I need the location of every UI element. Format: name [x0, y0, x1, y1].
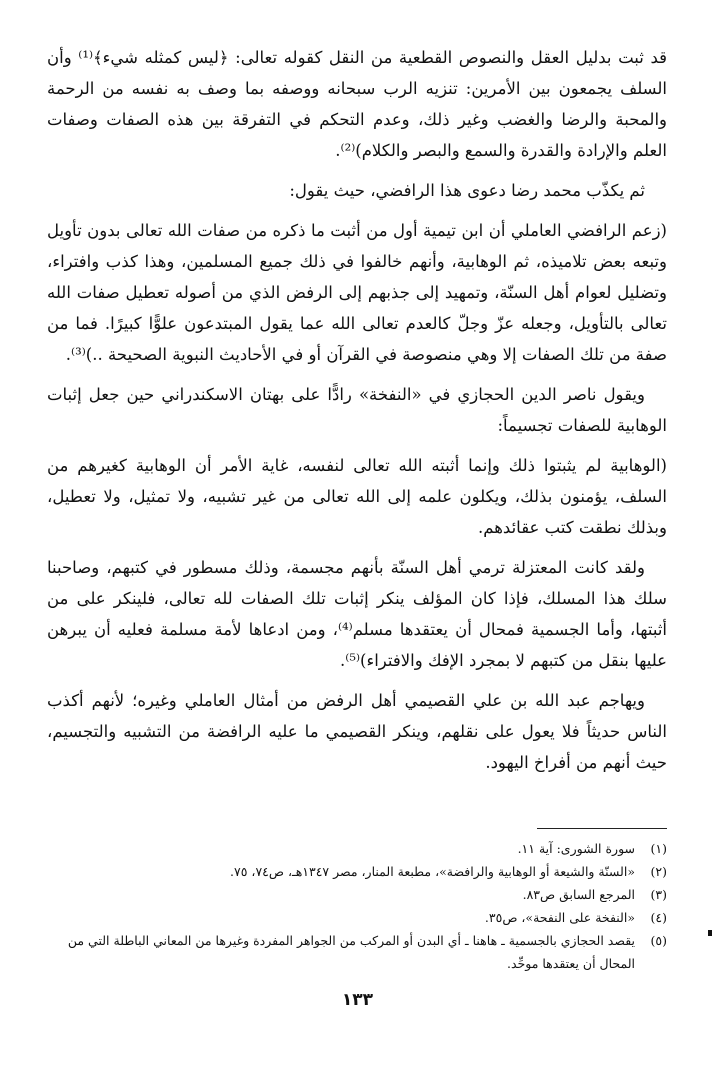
main-text [47, 42, 667, 787]
footnote-5 [47, 929, 667, 975]
page-number: ١٣٣ [341, 990, 374, 1010]
paragraph-1: قد ثبت بدليل العقل والنصوص القطعية من النقل كقوله تعالى: ﴿ليس كمثله شيء﴾⁽¹⁾ وأن السلف يجمعون بين الأمرين: تنزيه الرب سبحانه ووصفه بما وصف به نفسه من الرحمة والمحبة والرضا والغضب وغير ذلك، وعدم التحكم في التفرقة بين هذه الصفات وصفات العلم والإرادة والقدرة والسمع والبصر والكلام)⁽²⁾. [47, 48, 667, 160]
footnote-number: (٣) [650, 887, 667, 902]
footnote-3 [47, 883, 667, 906]
paragraph-3-quote: (زعم الرافضي العاملي أن ابن تيمية أول من أثبت ما ذكره من صفات الله تعالى بدون تأويل وتبعه بعض تلاميذه، ثم الوهابية، وأنهم خالفوا في ذلك جميع المسلمين، وهذا كذب وافتراء، وتضليل لعوام أهل السنّة، وتمهيد إلى جذبهم إلى الرفض الذي من أصوله تعطيل صفات الله تعالى بالتأويل، وجعله عزّ وجلّ كالعدم تعالى الله عما يقول المبتدعون علوًّا كبيرًا. فما من صفة من تلك الصفات إلا وهي منصوصة في القرآن أو في الأحاديث النبوية الصحيحة ..)⁽³⁾. [47, 221, 667, 364]
paragraph-6: ولقد كانت المعتزلة ترمي أهل السنّة بأنهم مجسمة، وذلك مسطور في كتبهم، وصاحبنا سلك هذا المسلك، فإذا كان المؤلف ينكر إثبات تلك الصفات لله تعالى، فلينكر على من أثبتها، وأما الجسمية فمحال أن يعتقدها مسلم⁽⁴⁾، ومن ادعاها لأمة مسلمة فعليه أن يبرهن عليها بنقل من كتبهم لا بمجرد الإفك والافتراء)⁽⁵⁾. [47, 558, 668, 670]
footnote-2 [47, 860, 667, 883]
paragraph-7: ويهاجم عبد الله بن علي القصيمي أهل الرفض من أمثال العاملي وغيره؛ لأنهم أكذب الناس حديثاً فلا يعول على نقلهم، وينكر القصيمي ما عليه الرافضة من التشبيه والتجسيم، حيث أنهم من أفراخ اليهود. [47, 691, 667, 772]
footnote-1 [47, 837, 667, 860]
footnote-4 [47, 906, 667, 929]
footnote-text: «النفخة على النفحة»، ص٣٥. [484, 910, 635, 925]
footnote-number: (٤) [650, 910, 667, 925]
paragraph-2: ثم يكذّب محمد رضا دعوى هذا الرافضي، حيث يقول: [289, 181, 645, 200]
footnote-text: يقصد الحجازي بالجسمية ـ هاهنا ـ أي البدن أو المركب من الجواهر المفردة وغيرها من المعاني الباطلة التي من المحال أن يعتقدها موحِّد. [67, 933, 635, 971]
footnotes [47, 828, 667, 975]
footnote-text: سورة الشورى: آية ١١. [517, 841, 635, 856]
footnote-separator [537, 828, 667, 829]
scan-mark [708, 930, 712, 936]
footnote-text: المرجع السابق ص٨٣. [522, 887, 635, 902]
footnote-number: (١) [650, 841, 667, 856]
footnote-number: (٢) [650, 864, 667, 879]
footnote-text: «السنّة والشيعة أو الوهابية والرافضة»، مطبعة المنار، مصر ١٣٤٧هـ، ص٧٤، ٧٥. [230, 864, 635, 879]
paragraph-5-quote: (الوهابية لم يثبتوا ذلك وإنما أثبته الله تعالى لنفسه، غاية الأمر أن الوهابية كغيرهم من السلف، يؤمنون بذلك، ويكلون علمه إلى الله تعالى من غير تشبيه، ولا تمثيل، ولا تعطيل، وبذلك نطقت كتب عقائدهم. [47, 456, 667, 537]
footnote-number: (٥) [650, 933, 667, 948]
paragraph-4: ويقول ناصر الدين الحجازي في «النفخة» رادًّا على بهتان الاسكندراني حين جعل إثبات الوهابية للصفات تجسيماً: [47, 385, 667, 435]
